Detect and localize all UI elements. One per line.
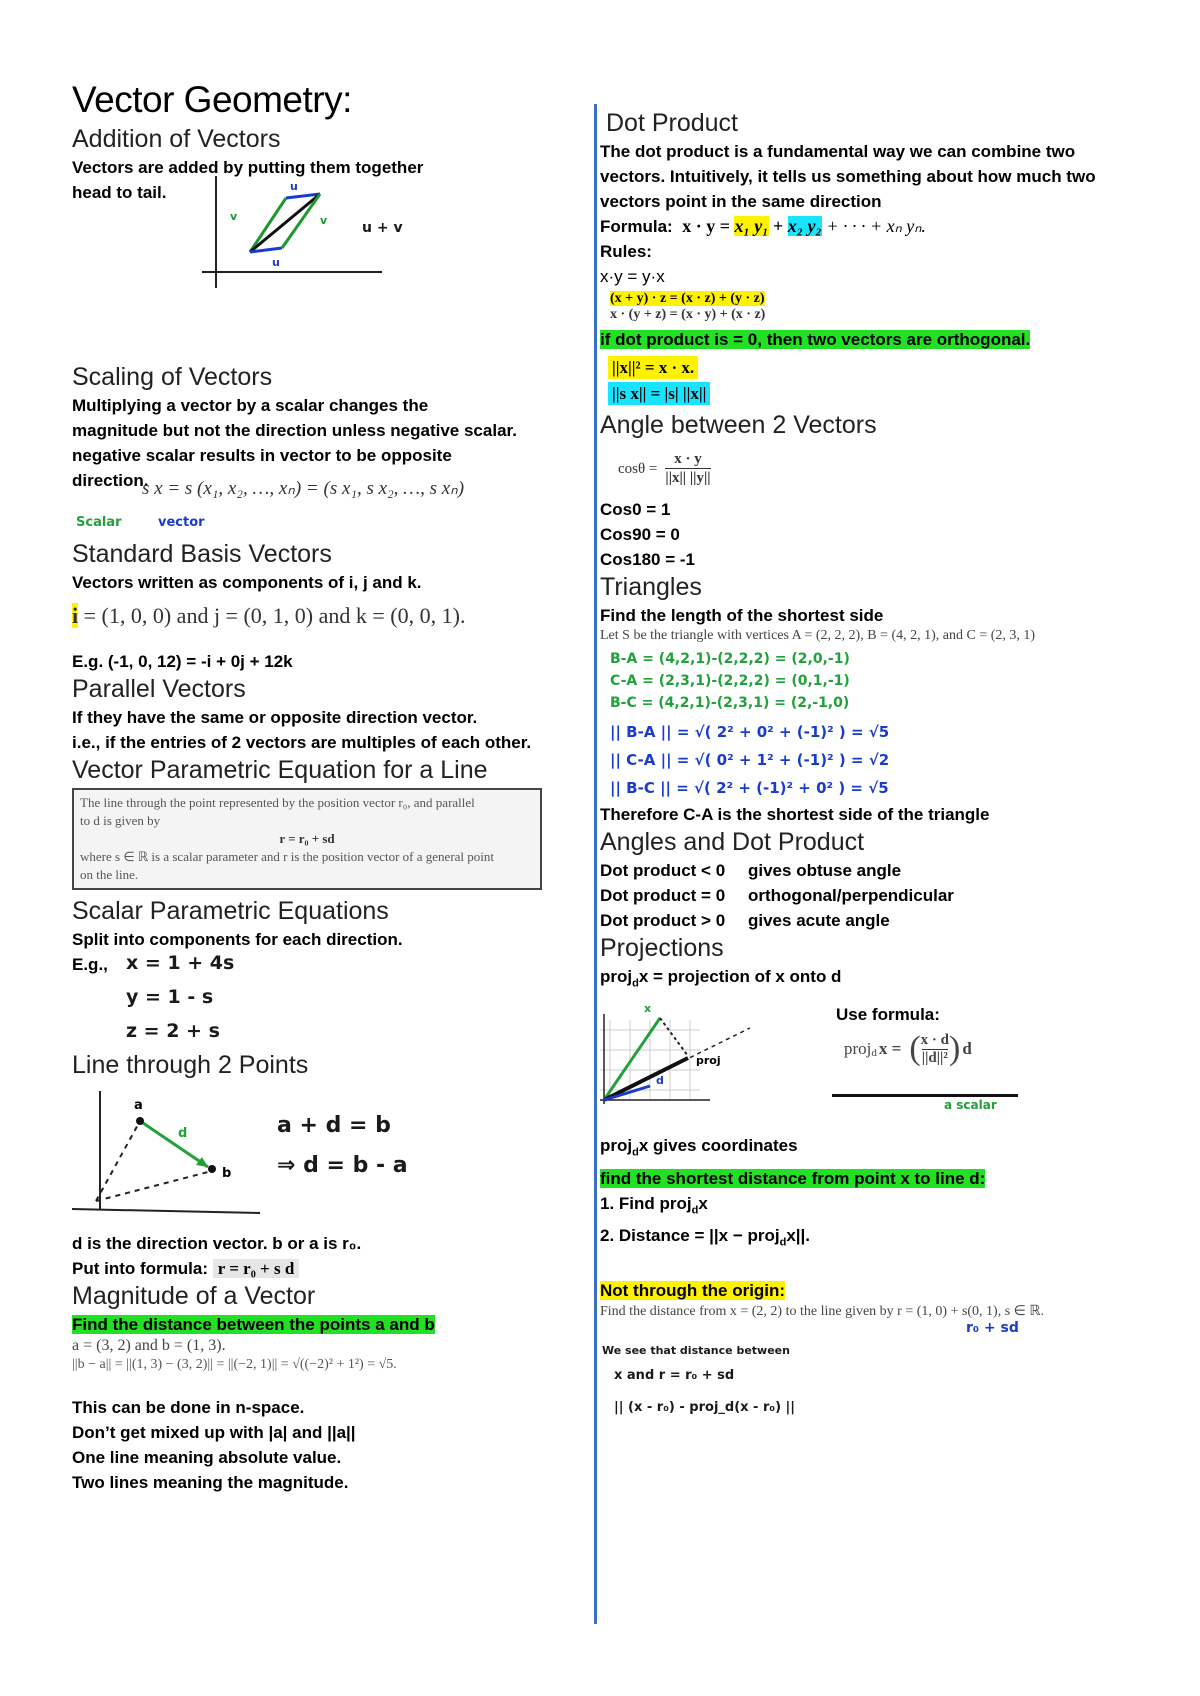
- parallel-text-1: If they have the same or opposite direction vector.: [72, 708, 478, 727]
- triangle-step-3: B-C = (4,2,1)-(2,3,1) = (2,-1,0): [610, 695, 850, 711]
- sketch-d-label: d: [656, 1074, 664, 1088]
- two-points-block: [72, 1081, 592, 1231]
- proj-formula-sub: d: [871, 1047, 877, 1060]
- dot-rule-1: x·y = y·x: [600, 267, 665, 286]
- angles-dot-row-1: [600, 858, 1160, 883]
- scaling-line-3: negative scalar results in vector to be opposite: [72, 446, 452, 465]
- heading-dot: Dot Product: [606, 109, 739, 137]
- scalar-eq-y: y = 1 - s: [126, 986, 214, 1008]
- angles-dot-result-3: gives acute angle: [748, 911, 890, 930]
- heading-angle: Angle between 2 Vectors: [600, 411, 877, 439]
- heading-addition: Addition of Vectors: [72, 125, 281, 153]
- dot-line-2: vectors. Intuitively, it tells us something about how much two: [600, 167, 1096, 186]
- triangle-norm-1: || B-A || = √( 2² + 0² + (-1)² ) = √5: [610, 723, 890, 741]
- triangles-problem: Let S be the triangle with vertices A = (2, 2, 2), B = (4, 2, 1), and C = (2, 3, 1): [600, 628, 1036, 643]
- param-box-formula: r = r₀ + sd: [279, 831, 335, 846]
- column-divider: [594, 104, 597, 1624]
- cos-val-2: Cos90 = 0: [600, 525, 680, 544]
- angles-dot-cond-3: Dot product > 0: [600, 911, 726, 930]
- basis-example: E.g. (-1, 0, 12) = -i + 0j + 12k: [72, 652, 293, 671]
- heading-two-points: Line through 2 Points: [72, 1051, 309, 1079]
- proj-step-2: [600, 1223, 1160, 1255]
- cos-lhs: cosθ =: [618, 460, 658, 477]
- basis-formula: [72, 603, 592, 629]
- addition-block: [72, 180, 592, 300]
- proj-formula: proj $_d$ x = ( $\frac{x \cdot d}{\text{||d||²}}$ ) d: [844, 1030, 972, 1068]
- dot-ortho: if dot product is = 0, then two vectors are orthogonal.: [600, 330, 1031, 349]
- svg-text:u: u: [272, 256, 280, 269]
- dot-line-1: The dot product is a fundamental way we can combine two: [600, 142, 1076, 161]
- proj-step-1-rest: x: [698, 1193, 708, 1213]
- scaling-formula: s x = s (x₁, x₂, …, xₙ) = (s x₁, s x₂, …, s xₙ): [142, 478, 465, 499]
- angles-dot-cond-2: Dot product = 0: [600, 886, 726, 905]
- magnitude-line-4: Two lines meaning the magnitude.: [72, 1473, 349, 1492]
- proj-coords: [600, 1133, 1160, 1165]
- angles-dot-result-2: orthogonal/perpendicular: [748, 886, 954, 905]
- svg-text:d: d: [178, 1126, 188, 1141]
- two-points-eq-2: ⇒ d = b - a: [277, 1153, 408, 1178]
- proj-formula-lhs: proj: [844, 1039, 872, 1059]
- magnitude-line-1: This can be done in n-space.: [72, 1398, 305, 1417]
- proj-formula-fraction: [921, 1032, 949, 1067]
- heading-scaling: Scaling of Vectors: [72, 363, 273, 391]
- proj-step-2-text: 2. Distance = ||x − proj: [600, 1226, 780, 1246]
- proj-notes: [600, 1320, 1160, 1420]
- heading-parametric-line: Vector Parametric Equation for a Line: [72, 756, 488, 784]
- svg-text:u: u: [290, 180, 298, 193]
- proj-step-1-text: 1. Find proj: [600, 1193, 692, 1213]
- param-box-line-3: where s ∈ ℝ is a scalar parameter and r is the position vector of a general point: [80, 849, 495, 864]
- dot-formula-term-2: x₂ y₂: [787, 216, 822, 236]
- angles-dot-row-2: [600, 883, 1160, 908]
- proj-step-1-sub: d: [691, 1204, 699, 1217]
- angles-dot-result-1: gives obtuse angle: [748, 861, 902, 880]
- two-points-text-1: d is the direction vector. b or a is r₀.: [72, 1234, 362, 1253]
- proj-problem: Find the distance from x = (2, 2) to the line given by r = (1, 0) + s(0, 1), s ∈ ℝ.: [600, 1303, 1044, 1319]
- magnitude-formula-2: ||b − a|| = ||(1, 3) − (3, 2)|| = ||(−2, 1)|| = √((−2)² + 1²) = √5.: [72, 1357, 397, 1372]
- magnitude-line-3: One line meaning absolute value.: [72, 1448, 342, 1467]
- scalar-param-eg: E.g.,: [72, 955, 108, 974]
- proj-origin: Not through the origin:: [600, 1280, 786, 1300]
- cos-num: x · y: [674, 451, 702, 467]
- two-points-formula-prefix: Put into formula:: [72, 1259, 208, 1278]
- scalar-param-eqs: [72, 952, 592, 1050]
- dot-line-3: vectors point in the same direction: [600, 192, 882, 211]
- vector-note: vector: [158, 515, 205, 530]
- proj-def-word: proj: [600, 967, 633, 986]
- param-box-line-2: to d is given by: [80, 813, 161, 828]
- magnitude-highlight: Find the distance between the points a and b: [72, 1315, 435, 1334]
- dot-norm-scale: ||s x|| = |s| ||x||: [608, 382, 710, 405]
- addition-text-1: Vectors are added by putting them together: [72, 158, 424, 177]
- scalar-eq-z: z = 2 + s: [126, 1020, 220, 1042]
- svg-text:v: v: [320, 214, 328, 227]
- dot-formula-term-1: x₁ y₁: [734, 216, 769, 236]
- sketch-sum-label: u + v: [362, 220, 403, 236]
- proj-formula-d: d: [962, 1039, 972, 1059]
- proj-underline: [832, 1094, 1018, 1097]
- page-title: Vector Geometry:: [72, 79, 352, 120]
- dot-rule-2: (x + y) · z = (x · z) + (y · z): [610, 291, 765, 306]
- magnitude-formula-1: a = (3, 2) and b = (1, 3).: [72, 1337, 226, 1354]
- svg-text:v: v: [230, 210, 238, 223]
- two-points-sketch: [72, 1083, 272, 1233]
- proj-def-sub: d: [632, 977, 639, 990]
- proj-formula-den: ||d||²: [921, 1049, 948, 1066]
- proj-note-1: We see that distance between: [602, 1343, 790, 1357]
- scalar-eq-x: x = 1 + 4s: [126, 952, 235, 974]
- triangles-conclusion: Therefore C-A is the shortest side of the triangle: [600, 805, 990, 824]
- triangles-task: Find the length of the shortest side: [600, 606, 884, 625]
- proj-step-2-sub: d: [779, 1236, 787, 1249]
- parametric-line-box: [72, 788, 542, 890]
- proj-def: [600, 964, 1160, 996]
- triangle-step-1: B-A = (4,2,1)-(2,2,2) = (2,0,-1): [610, 651, 850, 667]
- two-points-text-2: [72, 1256, 592, 1281]
- projection-sketch: [600, 1000, 780, 1120]
- param-box-line-1: The line through the point represented by the position vector r₀, and parallel: [80, 795, 475, 810]
- proj-step-1: [600, 1191, 1160, 1223]
- cos-den: ||x|| ||y||: [665, 470, 711, 486]
- heading-parallel: Parallel Vectors: [72, 675, 246, 703]
- dot-formula-plus: +: [768, 216, 788, 236]
- heading-triangles: Triangles: [600, 573, 702, 601]
- scalar-param-text: Split into components for each direction.: [72, 930, 403, 949]
- triangle-steps: [610, 648, 1160, 714]
- basis-i: i: [72, 603, 79, 628]
- svg-text:b: b: [222, 1166, 232, 1181]
- right-column: [600, 108, 1160, 1420]
- triangle-norm-3: || B-C || = √( 2² + (-1)² + 0² ) = √5: [610, 779, 889, 797]
- parallel-text-2: i.e., if the entries of 2 vectors are multiples of each other.: [72, 733, 532, 752]
- svg-text:a: a: [134, 1098, 143, 1113]
- proj-formula-x: x =: [878, 1039, 902, 1059]
- left-column: [72, 78, 592, 1495]
- proj-task: find the shortest distance from point x to line d:: [600, 1168, 986, 1188]
- projection-block: [600, 996, 1160, 1131]
- proj-note-r: r₀ + sd: [966, 1319, 1019, 1336]
- triangle-step-2: C-A = (2,3,1)-(2,2,2) = (0,1,-1): [610, 673, 850, 689]
- magnitude-line-2: Don’t get mixed up with |a| and ||a||: [72, 1423, 356, 1442]
- heading-scalar-param: Scalar Parametric Equations: [72, 897, 389, 925]
- proj-step-2-rest: x||.: [786, 1226, 811, 1246]
- heading-projections: Projections: [600, 934, 724, 962]
- proj-coords-word: proj: [600, 1136, 633, 1156]
- scaling-line-4: direction.: [72, 471, 149, 490]
- angles-dot-row-3: [600, 908, 1160, 933]
- proj-note-2: x and r = r₀ + sd: [614, 1367, 735, 1383]
- proj-scalar-note: a scalar: [944, 1098, 997, 1113]
- scalar-note: Scalar: [76, 515, 122, 530]
- proj-formula-num: x · d: [920, 1031, 950, 1048]
- basis-rest: = (1, 0, 0) and j = (0, 1, 0) and k = (0, 0, 1).: [78, 603, 466, 628]
- dot-rules-label: Rules:: [600, 242, 652, 261]
- proj-note-3: || (x - r₀) - proj_d(x - r₀) ||: [614, 1399, 796, 1415]
- triangle-norm-2: || C-A || = √( 0² + 1² + (-1)² ) = √2: [610, 751, 890, 769]
- proj-use-formula: Use formula:: [836, 1005, 940, 1025]
- two-points-formula: r = r₀ + s d: [213, 1259, 300, 1278]
- basis-text: Vectors written as components of i, j and k.: [72, 573, 422, 592]
- heading-magnitude: Magnitude of a Vector: [72, 1282, 316, 1310]
- cos-val-1: Cos0 = 1: [600, 500, 671, 519]
- cos-formula: [618, 451, 1160, 487]
- dot-formula-label: Formula:: [600, 217, 673, 236]
- dot-formula-row: [600, 214, 1160, 239]
- scaling-line-1: Multiplying a vector by a scalar changes the: [72, 396, 429, 415]
- sketch-proj-label: proj: [696, 1054, 721, 1068]
- triangle-norms: [610, 718, 1160, 802]
- two-points-eq-1: a + d = b: [277, 1113, 391, 1138]
- addition-text-2: head to tail.: [72, 183, 167, 202]
- dot-norm-sq: ||x||² = x · x.: [608, 356, 698, 379]
- proj-coords-sub: d: [632, 1146, 639, 1159]
- cos-fraction: [665, 451, 710, 487]
- angles-dot-cond-1: Dot product < 0: [600, 861, 726, 880]
- dot-formula-lhs: x · y =: [682, 216, 735, 236]
- sketch-x-label: x: [644, 1002, 652, 1016]
- param-box-line-4: on the line.: [80, 867, 139, 882]
- scaling-line-2: magnitude but not the direction unless negative scalar.: [72, 421, 517, 440]
- cos-val-3: Cos180 = -1: [600, 550, 695, 569]
- dot-formula-rest: + · · · + xₙ yₙ.: [821, 216, 926, 236]
- proj-def-rest: x = projection of x onto d: [638, 967, 842, 986]
- proj-coords-rest: x gives coordinates: [638, 1136, 798, 1156]
- dot-rule-3: x · (y + z) = (x · y) + (x · z): [610, 307, 766, 322]
- heading-basis: Standard Basis Vectors: [72, 540, 332, 568]
- heading-angles-dot: Angles and Dot Product: [600, 828, 865, 856]
